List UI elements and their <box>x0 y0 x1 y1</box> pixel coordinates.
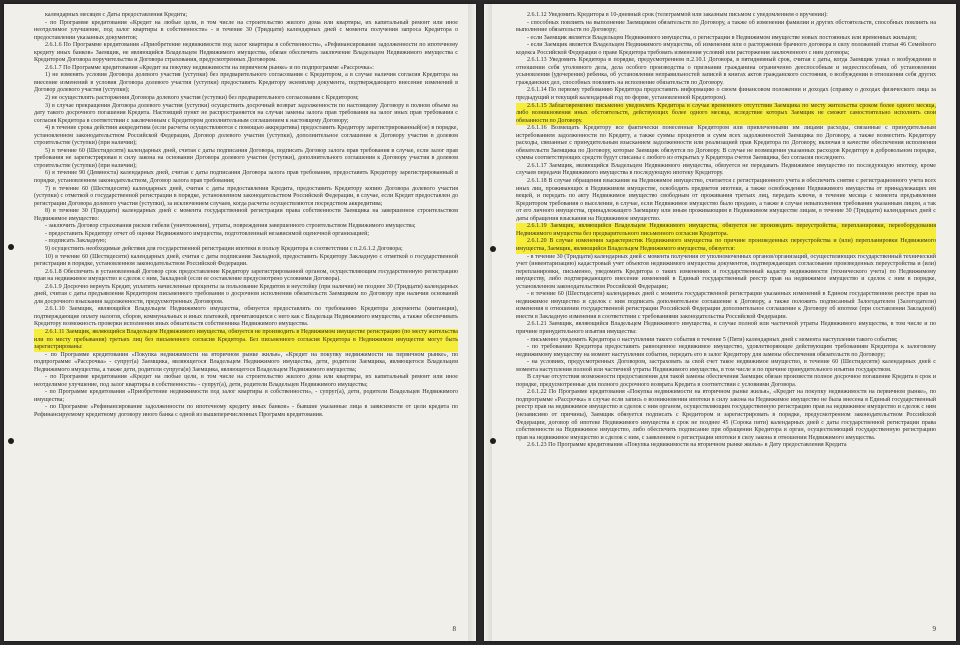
paragraph: календарных месяцев с Даты предоставления Кредита; <box>45 12 188 18</box>
document-page-right <box>484 4 956 641</box>
paragraph-list <box>516 125 936 223</box>
paragraph-list <box>34 352 458 420</box>
paragraph: - подписать Закладную; <box>45 238 107 245</box>
paragraph: В случае отсутствия возможности предоставления для такой замены обеспечения Заемщик обязан произвести полное досрочное погашение Кредита в срок и порядке, предусмотренные для полного досрочного возврата Кредита в соответствии с условиями Договора. <box>516 374 936 388</box>
paragraph: 2.6.1.17 Заемщик, являющийся Владельцем Недвижимого имущества, обязуется не передавать Недвижимое имущество по последующую ипотеку, кроме случаев передачи Недвижимого имущества в последующую ипотеку Кредитору. <box>516 162 936 177</box>
paragraph: - по Программе кредитования «Покупка недвижимости на вторичном рынке жилья», «Кредит на покупку недвижимости на первичном рынке», по подпрограмме «Рассрочка» - супруг(а) Заемщика, являющегося Владельцем Недвижимого имущества, дети, родители Заемщика, являющегося Владельцем Недвижимого имущества, а также дети, родители супруга(и) Заемщика, являющегося Владельцем Недвижимого имущества; <box>34 351 458 373</box>
paragraph: 1) не изменять условия Договора долевого участия (уступки) без предварительного согласования с Кредитором, а в случае наличия согласия Кредитора на внесение изменений в условия Договора долевого участия (уступки) предоставить Кредитору экземпляр документа, подтверждающего внесение изменений в Договор долевого участия (уступки); <box>34 72 458 94</box>
paragraph: - способных повлиять на выполнение Заемщиком обязательств по Договору, а также об изменении фамилии и других обстоятельств, способных повлиять на выполнение обязательств по Договору; <box>516 19 936 34</box>
paragraph: 2.6.1.10 Заемщик, являющийся Владельцем Недвижимого имущества, обязуется предоставлять по требованию Кредитора документы (квитанции), подтверждающие оплату налогов, сборов, коммунальных и иных платежей, причитающихся с него как с Владельца Недвижимого имущества, а также обеспечивать Кредитору возможность проверки исполнения иных обязательств собственника Недвижимого имущества. <box>34 306 458 328</box>
page-number: 8 <box>452 625 456 633</box>
paragraph: - в течение 30 (Тридцати) календарных дней с момента получения от уполномоченных органов/организаций, осуществляющих государственный технический учет (инвентаризацию) кадастровый учет объектов недвижимого имущества документов, подтверждающих согласование произведенных переустройства и (или) перепланировки, письменно, уведомить Кредитора о таких изменениях и государственный кадастр недвижимости (технического учета) по Недвижимому имуществу, либо подтверждающего внесение изменений в Единый государственный реестр прав на недвижимое имущество и сделок с ним в порядке, установленном законодательством Российской Федерации; <box>516 253 936 290</box>
punch-hole-icon <box>8 438 14 444</box>
paragraph: 10) в течение 60 (Шестидесяти) календарных дней, считая с даты подписания Закладной, предоставить Кредитору Закладную с отметкой о государственной регистрации в порядке, установленном законодательством Российской Федерации. <box>34 253 458 268</box>
paragraph: - в течение 60 (Шестидесяти) календарных дней с момента государственной регистрации указанных изменений в Едином государственном реестре прав на недвижимое имущество и сделок с ним подписать дополнительное соглашение к Договору, а также положить подписанный Залогодателем (Залогодатели) изменения в отношении государственной регистрации Российской Федерации дополнительное соглашение к Договору об ипотеке (при составлении Закладной) внести в Закладную изменения в соответствии с требованиями законодательства Российской Федерации. <box>516 291 936 320</box>
paragraph: - по Программе кредитования «Кредит на любые цели, в том числе на строительство жилого дома или квартиры, их капитальный ремонт или иное неотделимое улучшение, под залог квартиры в собственности» - в течение 30 (Тридцати) календарных дней с момента получения запроса Кредитора о предоставлении указанных документов; <box>34 19 458 41</box>
paragraph: - по Программе кредитования «Кредит на любые цели, в том числе на строительство жилого дома или квартиры, их капитальный ремонт или иное неотделимое улучшение, под залог квартиры в собственности» - супруг(а), дети, родители Владельцев Недвижимого имущества; <box>34 374 458 388</box>
highlighted-paragraph: 2.6.1.11 Заемщик, являющийся Владельцем Недвижимого имущества, обязуется не производить в Недвижимом имуществе регистрацию (по месту жительства или по месту пребывания) третьих лиц без письменного согласия Кредитора. Без письменного согласия Кредитора в Недвижимом имуществе могут быть зарегистрированы: <box>34 328 458 351</box>
paragraph: - на условиях, предусмотренных Договором, застраховать за свой счет такое недвижимое имущество, в течение 60 (Шестидесяти) календарных дней с момента наступления полной или частичной утраты Недвижимого имущества, в том числе и по причине принудительного изъятия государством. <box>516 359 936 373</box>
document-page-left <box>4 4 476 641</box>
page-body <box>34 12 458 619</box>
highlighted-paragraph: 2.6.1.20 В случае изменения характеристик Недвижимого имущества по причине произведенных переустройства и (или) перепланировки Недвижимого имущества, Заемщик, являющийся Владельцем Недвижимого имущества, обязуется: <box>516 238 936 252</box>
paragraph: - если Заемщик является Владельцем Недвижимого имущества, об изменении или о расторжении брачного договора в силу положений статьи 46 Семейного кодекса Российской Федерации о праве Кредитора требовать изменения условий или расторжения заключенного с ним договора; <box>516 42 936 56</box>
punch-hole-icon <box>490 246 496 252</box>
paragraph-list <box>34 12 458 329</box>
paragraph-list <box>516 254 936 450</box>
paragraph: 2.6.1.8 Обеспечить в установленный Договор срок предоставление Кредитору зарегистрированной органом, осуществляющим государственную регистрацию прав на недвижимое имущество и сделок с ним, Закладной (если ее составление предусмотрено условиями Договора). <box>34 268 458 283</box>
paragraph: 2.6.1.16 Возмещать Кредитору все фактически понесенные Кредитором или привлеченными им лицами расходы, связанные с принудительным истребованием задолженности по Кредиту, а также суммы процентов и сумм всех задолженностей Заемщика по Договору, а также возместить Кредитору расходы, связанные с принудительным взысканием задолженности или реализацией прав Кредитора по Договору, включая в качестве обеспечения исполнения обязательств Заемщика по Договору, которые Заемщик обязуется по Договору. В случае не возмещения указанных расходов Кредитору в добровольном порядке, суммы соответствующих средств будут списаны с любого из открытых у Кредитора счетов Заемщика, без согласия последнего. <box>516 125 936 162</box>
paragraph: 8) в течение 30 (Тридцати) календарных дней с момента государственной регистрации права собственности Заемщика на завершенное строительством Недвижимое имущество: <box>34 208 458 222</box>
paragraph: - письменно уведомить Кредитора о наступлении такого события в течение 5 (Пяти) календарных дней с момента наступления такого события; <box>527 336 898 343</box>
paragraph: - заключить Договор страхования рисков гибели (уничтожения), утраты, повреждения завершенного строительством Недвижимого имущества; <box>45 223 416 230</box>
paragraph: 2) не осуществлять расторжения Договора долевого участия (уступки) без предварительного согласования с Кредитором; <box>45 95 359 102</box>
paragraph: - по Программе кредитования «Приобретение недвижимости под залог квартиры в собственности», - супруг(а), дети, родители Владельцев Недвижимого имущества; <box>34 389 458 403</box>
paragraph: 2.6.1.9 Досрочно вернуть Кредит, уплатить начисленные проценты за пользование Кредитом и неустойку (при наличии) не позднее 30 (Тридцати) календарных дней, считая с даты предъявления Кредитором письменного требования о досрочном исполнении обязательств Заемщиком по Договору при наличии оснований для досрочного взыскания задолженности, предусмотренных Договором. <box>34 283 458 305</box>
paragraph: 2.6.1.18 В случае обращения взыскания на Недвижимое имущество, считается с регистрационного учета и обеспечить снятие с регистрационного учета всех иных лиц, проживающих в Недвижимом имуществе, освободить предметов ипотеки, а также освобождение Недвижимого имущества от принадлежащих им вещей, и передать по акту Недвижимое имущество свободным от проживания третьих лиц, передать ключи, в течение месяца с момента предъявления Кредитором требования о выселении, в случае, если Недвижимое имущество было продано, а также в случае невыполнения требования указанным лицом, а так от его личного имущества, принадлежащего Заемщику или иным проживающим в Недвижимом имуществе лицам, в течение 30 (Тридцати) календарных дней с даты обращения взыскания на Недвижимое имущество. <box>516 178 936 222</box>
paragraph: 2.6.1.23 По Программе кредитования «Покупка недвижимости на вторичном рынке жилья» в Дату предоставления Кредита <box>527 442 847 449</box>
paragraph: 2.6.1.22 По Программе кредитования «Покупка недвижимости на вторичном рынке жилья», «Кредит на покупку недвижимости на первичном рынке», по подпрограмме «Рассрочка» в случае если запись о возникновении ипотеки в силу закона на Недвижимое имущество не была внесена в Единый государственный реестр прав на недвижимое имущество и сделок с ним органом, осуществляющим государственную регистрацию прав на недвижимое имущество и сделок с ним (независимо от причины), Заемщик обязуется подписать с Кредитором и зарегистрировать в порядке, предусмотренном законодательством Российской Федерации, договор об ипотеке Недвижимого имущества в срок не позднее 45 (Сорока пяти) календарных дней с даты государственной регистрации права собственности на Недвижимое имущество, либо обеспечить подписание при обращении Кредитора в орган, осуществляющий государственную регистрацию прав на недвижимое имущество и сделок с ним, с заявлением о регистрации ипотеки в силу закона в отношении Недвижимого имущества. <box>516 389 936 441</box>
highlighted-paragraph: 2.6.1.15 Заблаговременно письменно уведомлять Кредитора в случае временного отсутствия Заемщика по месту жительства сроком более одного месяца, либо возникновения иных обстоятельств, действующих более одного месяца, вследствие которых Заемщик не сможет самостоятельно исполнять свои обязанности по Договору. <box>516 102 936 124</box>
highlighted-paragraph: 2.6.1.19 Заемщик, являющийся Владельцем Недвижимого имущества, обязуется не производить переустройства, перепланировки, переоборудования Недвижимого имущества без предварительного письменного согласия Кредитора. <box>516 223 936 237</box>
paragraph: 3) в случае прекращения Договора долевого участия (уступки) осуществить досрочный возврат задолженности по настоящему Договору в полном объеме на дату такого досрочного погашения Кредита. Настоящий пункт не распространяется на случаи замены залога прав требования на залог иных прав требования с согласия Кредитора в соответствии с заключенным с Кредитором дополнительным соглашением к настоящему Договору; <box>34 102 458 124</box>
paragraph: 2.6.1.14 По первому требованию Кредитора предоставить информацию о своем финансовом положении и доходах (справку о доходах физического лица за предыдущий и текущий календарный год по форме, установленной Кредитором). <box>516 87 936 102</box>
paragraph: 6) в течение 90 (Девяноста) календарных дней, считая с даты подписания Договора залога прав требования, предоставить Кредитору зарегистрированный в порядке, установленном законодательством, Договор залога прав требования; <box>34 170 458 185</box>
paragraph: 2.6.1.7 По Программе кредитования «Кредит на покупку недвижимости на первичном рынке» и по подпрограмме «Рассрочка»: <box>45 64 374 71</box>
page-body <box>516 12 936 619</box>
paragraph: - если Заемщик является Владельцем Недвижимого имущества, о регистрации в Недвижимом имуществе новых постоянных или временных жильцов; <box>527 34 917 41</box>
paragraph: - по Программе «Рефинансирование задолженности по ипотечному кредиту иных банков» - бывшие указанные лица в зависимости от цели кредита по Рефинансируемому кредитному договору иного банка с одной из вышеперечисленных Программ кредитования. <box>34 404 458 418</box>
punch-hole-icon <box>490 438 496 444</box>
paragraph: 2.6.1.12 Уведомить Кредитора в 10-дневный срок (телеграммой или заказным письмом с уведомлением о вручении): <box>527 12 828 18</box>
paragraph: 2.6.1.21 Заемщик, являющийся Владельцем Недвижимого имущества, в случае полной или частичной утраты Недвижимого имущества, в том числе и по причине принудительного изъятия имущества: <box>516 321 936 335</box>
paragraph: 5) в течение 60 (Шестидесяти) календарных дней, считая с даты подписания Договора, подписать Договор залога прав требования в случае, если залог прав требования не зарегистрирован в силу закона на основании Договора долевого участия (уступки), дополнительного соглашения к Договору участия в долевом строительстве (уступки) (при наличии); <box>34 147 458 169</box>
paragraph: 4) в течение срока действия аккредитива (если расчеты осуществляются с помощью аккредитива) предоставить Кредитору зарегистрированный(ое) в порядке, установленном законодательством Российской Федерации, Договор долевого участия (уступки), дополнительное соглашение к Договору участия в долевом строительстве (уступки) (при наличии); <box>34 125 458 147</box>
paragraph: 9) осуществить необходимые действия для государственной регистрации ипотеки в пользу Кредитора в соответствии с п.2.6.1.2 Договора; <box>45 245 403 252</box>
paragraph: 7) в течение 60 (Шестидесяти) календарных дней, считая с даты предоставления Кредита, предоставить Кредитору копию Договора долевого участия (уступки) с отметкой о государственной регистрации в порядке, установленном законодательством Российской Федерации, в случае, если Кредит предоставлен до регистрации Договора долевого участия (уступки), за исключением случаев, когда расчеты осуществляются посредством аккредитива; <box>34 185 458 207</box>
page-number: 9 <box>932 625 936 633</box>
page-fold-shadow <box>484 4 492 641</box>
punch-hole-icon <box>8 244 14 250</box>
paragraph: 2.6.1.6 По Программе кредитования «Приобретение недвижимости под залог квартиры в собственности», «Рефинансирование задолженности по ипотечному кредиту иных банков» Заемщик, не являющийся Владельцем Недвижимого имущества, обязан обеспечить заключение Владельцем Недвижимого имущества с Кредитором Договора поручительства и Договора страхования, предусмотренных Договором. <box>34 42 458 64</box>
paragraph: - предоставить Кредитору отчет об оценке Недвижимого имущества, подготовленный независимой оценочной организацией; <box>45 230 370 237</box>
page-fold-shadow <box>468 4 476 641</box>
paragraph: 2.6.1.13 Уведомить Кредитора в порядке, предусмотренном п.2.10.1 Договора, в пятидневный срок, считая с даты, когда Заемщик узнал о возбуждении в отношении себя уголовного дела, дела особого производства о признании гражданина ограниченно дееспособным и недееспособным, об установлении усыновления (удочерения) ребенка, об установлении неправильностей записей в книгах актов гражданского состояния, о возбуждении в отношении себя других гражданских дел, способных повлиять на исполнение обязательств по Договору. <box>516 57 936 86</box>
paragraph-list <box>516 12 936 103</box>
paragraph: - по требованию Кредитора предоставить равноценное недвижимое имущество, удовлетворяющее действующим требованиям Кредитора к залоговому недвижимому имуществу на момент наступления события, передать его в залог Кредитору для замены обеспечения обязательств по Договору; <box>516 344 936 358</box>
